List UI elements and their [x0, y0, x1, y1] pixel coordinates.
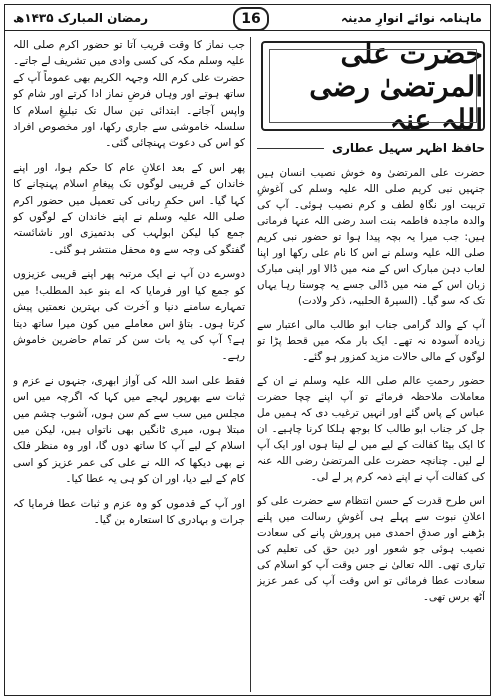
paragraph: اس طرح قدرت کے حسن انتظام سے حضرت علی کو اعلانِ نبوت سے پہلے ہی آغوشِ رسالت میں پلنے بڑھنے اور صدقِ احمدی میں پرورش پانے کی سعادت نصیب ہوئی جو شعور اور دین حق کی تعلیم کی تیاری تھی۔ اللہ تعالیٰ نے جس وقت آپ کو اسلام کی سعادت عطا فرمائی تو اس وقت آپ کی عمر عزیز آٹھ برس تھی۔ — [257, 495, 485, 603]
author-row — [257, 137, 485, 159]
paragraph: حضرت علی المرتضیٰ وہ خوش نصیب انسان ہیں جنہیں نبی کریم صلی اللہ علیہ وسلم کی آغوشِ تربیت اور نگاہِ لطف و کرم نصیب ہوئی۔ آپ کی والدہ ماجدہ فاطمہ بنت اسد رضی اللہ عنہا فرماتی ہیں: جب میرا یہ بچہ پیدا ہوا تو حضور نبی کریم صلی اللہ علیہ وسلم نے اس کا نام علی رکھا اور اپنا لعاب دہن مبارک اس کے منہ میں ڈالا اور اپنی مبارک زبان اس کے منہ میں ڈالی جسے یہ چوستا رہا یہاں تک کہ سو گیا۔ (السیرۃ الحلبیہ، ذکر ولادت) — [257, 167, 485, 307]
column-divider — [250, 37, 251, 692]
paragraph: اور آپ کے قدموں کو وہ عزم و ثبات عطا فرمایا کہ جرات و بہادری کا استعارہ بن گیا۔ — [13, 497, 245, 526]
paragraph: حضور رحمتِ عالم صلی اللہ علیہ وسلم نے ان کے معاملات ملاحظہ فرمائے تو آپ اپنے چچا حضرت عباس کے پاس گئے اور انہیں ترغیب دی کہ ہمیں مل جل کر جناب ابو طالب کا بوجھ ہلکا کرنا چاہیے۔ ان کا ایک بیٹا کفالت کے لیے میں لے لیتا ہوں اور ایک آپ لے لیں۔ چنانچہ حضرت علی المرتضیٰ رضی اللہ عنہ کی کفالت آپ نے اپنے ذمہ کرم پر لے لی۔ — [257, 375, 485, 483]
issue-date: رمضان المبارک ۱۴۳۵ھ — [13, 10, 149, 25]
paragraph: دوسرے دن آپ نے ایک مرتبہ پھر اپنے قریبی عزیزوں کو جمع کیا اور فرمایا کہ اے بنو عبد المطلب! میں تمہارے سامنے دنیا و آخرت کی بہترین نعمتیں پیش کرتا ہوں۔ بتاؤ اس معاملے میں کون میرا ساتھ دیتا ہے؟ آپ کی یہ بات سن کر تمام حاضرین خاموش رہے۔ — [13, 268, 245, 363]
left-column — [13, 37, 245, 687]
article-title-box — [261, 37, 485, 136]
paragraph: آپ کے والد گرامی جناب ابو طالب مالی اعتبار سے زیادہ آسودہ نہ تھے۔ ایک بار مکہ میں قحط پڑا تو لوگوں کے مالی حالات مزید کمزور ہو گئے۔ — [257, 319, 485, 363]
magazine-name: ماہنامہ نوائے انوارِ مدینہ — [340, 10, 482, 25]
paragraph: پھر اس کے بعد اعلانِ عام کا حکم ہوا، اور اپنے خاندان کے قریبی لوگوں تک پیغامِ اسلام پہنچانے کا کہا گیا۔ اس حکمِ ربانی کی تعمیل میں حضور اکرم صلی اللہ علیہ وسلم نے اپنے خاندان کے لوگوں کو جمع کیا لیکن ابولہب کی بدتمیزی اور ناشائستہ گفتگو کی وجہ سے وہ محفل منتشر ہو گئی۔ — [13, 161, 245, 256]
paragraph: فقط علی اسد اللہ کی آواز ابھری، جنہوں نے عزم و ثبات سے بھرپور لہجے میں کہا کہ اگرچہ میں اس مجلس میں سب سے کم سن ہوں، آشوب چشم میں مبتلا ہوں، میری ٹانگیں بھی ناتواں ہیں، لیکن میں اسلام کے لیے آپ کا ساتھ دوں گا، اور وہ منظر فلک نے بھی دیکھا کہ اللہ نے علی کی عمر عزیز کو اسی کام کے لیے دیا، اور ان کو ہی یہ عطا کیا۔ — [13, 374, 245, 486]
page-number: 16 — [233, 7, 269, 31]
magazine-page — [4, 4, 491, 696]
right-column — [257, 37, 485, 687]
author-name: حافظ اظہر سہیل عطاری — [331, 141, 485, 155]
paragraph: جب نماز کا وقت قریب آتا تو حضور اکرم صلی اللہ علیہ وسلم مکہ کی کسی وادی میں تشریف لے جاتے۔ حضرت علی کرم اللہ وجہہ الکریم بھی عموماً آپ کے ساتھ ہوتے اور وہاں فرضِ نماز ادا کرتے اور شام کو واپس آجاتے۔ ابتدائی تین سال تک تبلیغِ اسلام کا سلسلہ خاموشی سے جاری رکھا، اور مخصوص افراد کو اس کی دعوت پہنچائی گئی۔ — [13, 39, 245, 150]
article-title: حضرت علی المرتضیٰ رضی اللہ عنہ — [309, 37, 483, 136]
author-rule — [257, 148, 324, 149]
